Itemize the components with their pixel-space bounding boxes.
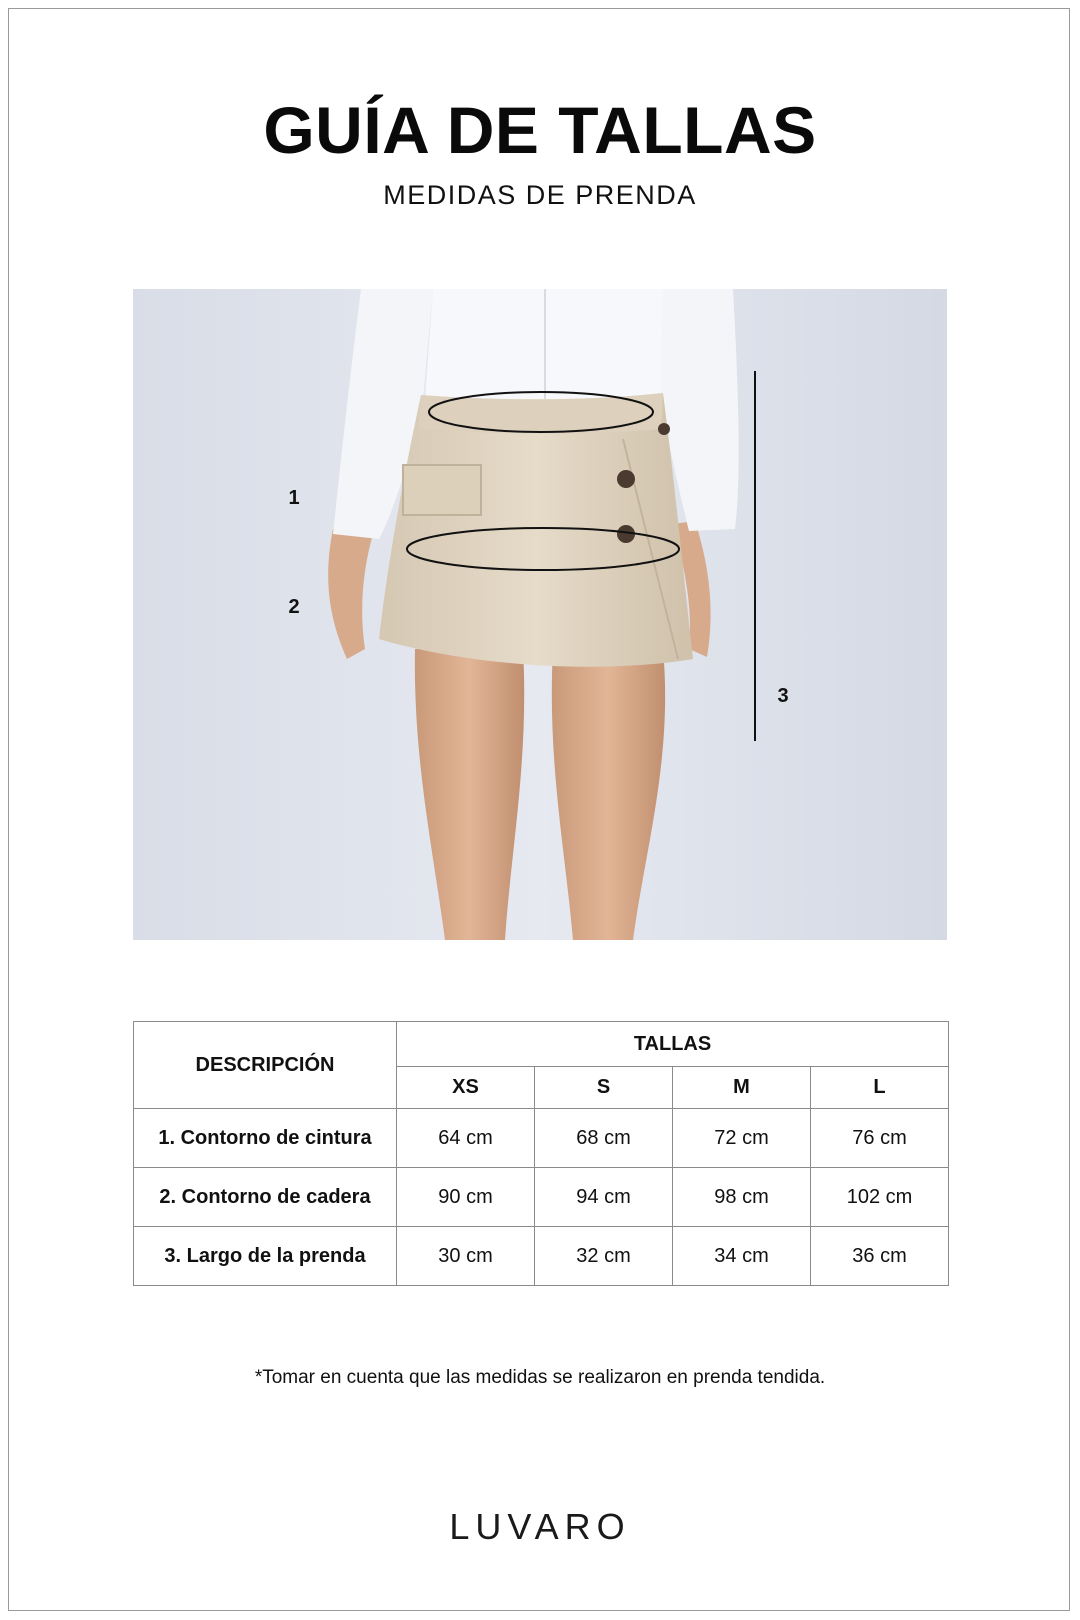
table-header-row	[134, 1022, 949, 1067]
page-title: GUÍA DE TALLAS	[263, 93, 817, 167]
row-label: 3. Largo de la prenda	[134, 1227, 397, 1286]
size-l: L	[811, 1067, 949, 1109]
table-cell: 68 cm	[535, 1109, 673, 1168]
measure-label-3: 3	[777, 685, 789, 707]
table-cell: 94 cm	[535, 1168, 673, 1227]
table-cell: 102 cm	[811, 1168, 949, 1227]
row-label: 2. Contorno de cadera	[134, 1168, 397, 1227]
size-s: S	[535, 1067, 673, 1109]
measure-label-1: 1	[288, 487, 300, 509]
size-m: M	[673, 1067, 811, 1109]
table-cell: 30 cm	[397, 1227, 535, 1286]
measure-label-2: 2	[288, 596, 300, 618]
table-row	[134, 1109, 949, 1168]
table-row	[134, 1227, 949, 1286]
table-cell: 34 cm	[673, 1227, 811, 1286]
table-row	[134, 1168, 949, 1227]
measurement-note: *Tomar en cuenta que las medidas se realizaron en prenda tendida.	[254, 1367, 826, 1388]
table-cell: 32 cm	[535, 1227, 673, 1286]
garment-photo	[133, 289, 947, 940]
table-cell: 98 cm	[673, 1168, 811, 1227]
table-cell: 64 cm	[397, 1109, 535, 1168]
size-xs: XS	[397, 1067, 535, 1109]
table-cell: 76 cm	[811, 1109, 949, 1168]
size-table	[133, 1021, 949, 1286]
description-header: DESCRIPCIÓN	[134, 1022, 397, 1109]
table-cell: 36 cm	[811, 1227, 949, 1286]
brand-logo: LUVARO	[449, 1506, 631, 1547]
table-cell: 72 cm	[673, 1109, 811, 1168]
row-label: 1. Contorno de cintura	[134, 1109, 397, 1168]
sizes-header: TALLAS	[397, 1022, 949, 1067]
page-subtitle: MEDIDAS DE PRENDA	[383, 180, 697, 210]
table-cell: 90 cm	[397, 1168, 535, 1227]
